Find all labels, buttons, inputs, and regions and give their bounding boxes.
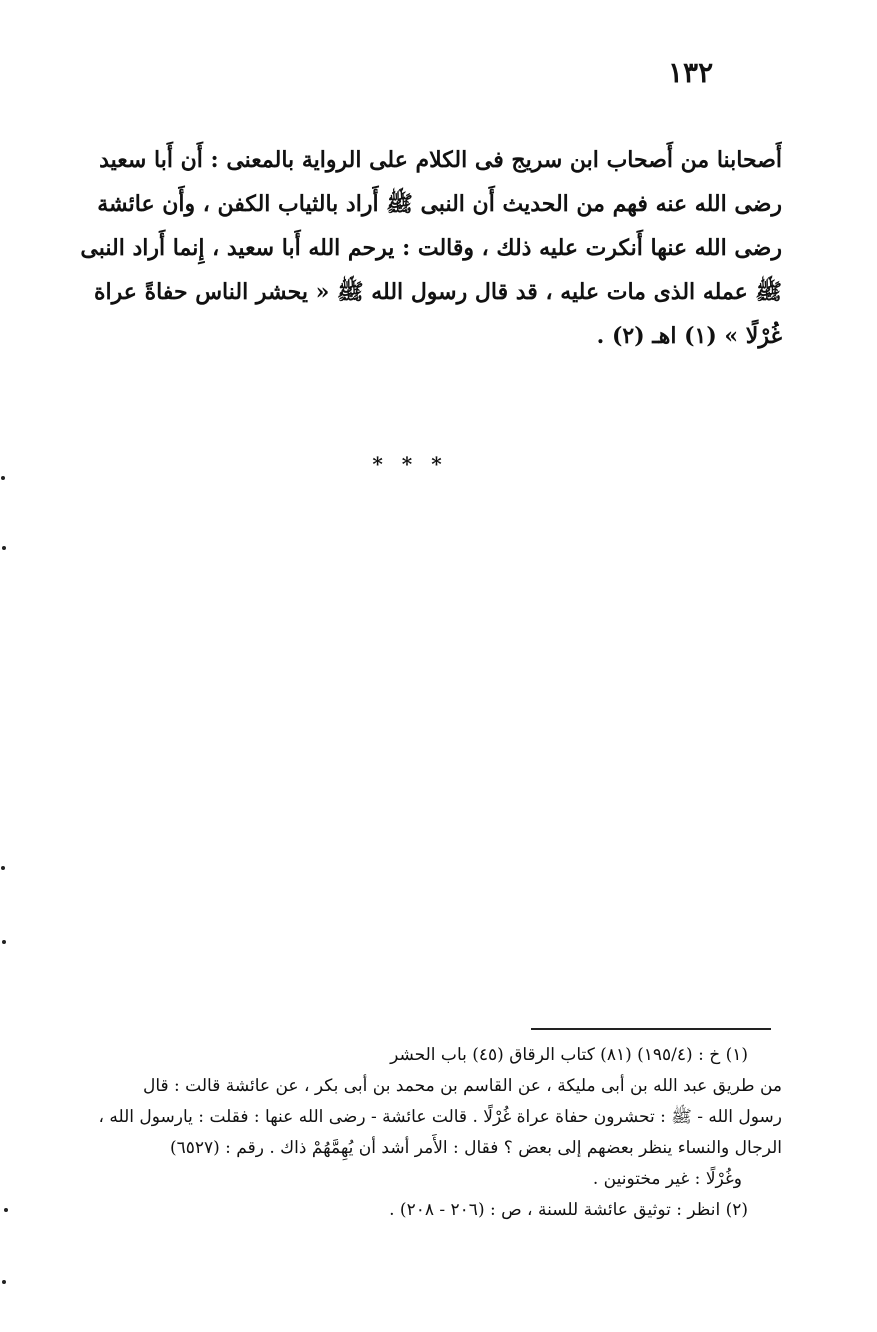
footnote-line: وغُرْلًا : غير مختونين . (592, 1169, 742, 1189)
footnote-line: الرجال والنساء ينظر بعضهم إلى بعض ؟ فقال : الأَمر أشد أن يُهِمَّهُمْ ذاك . رقم : (٦٥٢٧) (169, 1138, 782, 1158)
text-line: غُرْلًا » (١) اهـ (٢) . (596, 323, 782, 349)
scan-speck (2, 546, 6, 550)
text-line: رضى الله عنه فهم من الحديث أَن النبى ﷺ أَراد بالثياب الكفن ، وأَن عائشة (97, 191, 782, 217)
footnote-line: (١) خ : (١٩٥/٤) (٨١) كتاب الرقاق (٤٥) باب الحشر (390, 1045, 748, 1065)
scan-speck (1, 866, 5, 870)
main-text (66, 138, 782, 358)
text-line: ﷺ عمله الذى مات عليه ، قد قال رسول الله ﷺ « يحشر الناس حفاةً عراة (94, 279, 782, 305)
scan-speck (1, 476, 5, 480)
scan-speck (2, 1280, 6, 1284)
footnote-line: من طريق عبد الله بن أبى مليكة ، عن القاسم بن محمد بن أبى بكر ، عن عائشة قالت : قال (142, 1076, 782, 1096)
scan-speck (4, 1208, 8, 1212)
scan-speck (2, 940, 6, 944)
section-separator: * * * (372, 452, 448, 476)
footnote-line: (٢) انظر : توثيق عائشة للسنة ، ص : (٢٠٦ - ٢٠٨) . (389, 1200, 748, 1220)
footnote-divider (531, 1028, 771, 1030)
text-line: رضى الله عنها أَنكرت عليه ذلك ، وقالت : يرحم الله أَبا سعيد ، إِنما أَراد النبى (80, 235, 782, 261)
footnote-line: رسول الله - ﷺ : تحشرون حفاة عراة غُرْلًا . قالت عائشة - رضى الله عنها : فقلت : يارسول الله ، (98, 1107, 782, 1127)
footnotes (70, 1040, 782, 1226)
text-line: أَصحابنا من أَصحاب ابن سريج فى الكلام على الرواية بالمعنى : أَن أَبا سعيد (99, 147, 782, 173)
page-number: ١٣٢ (668, 56, 714, 89)
